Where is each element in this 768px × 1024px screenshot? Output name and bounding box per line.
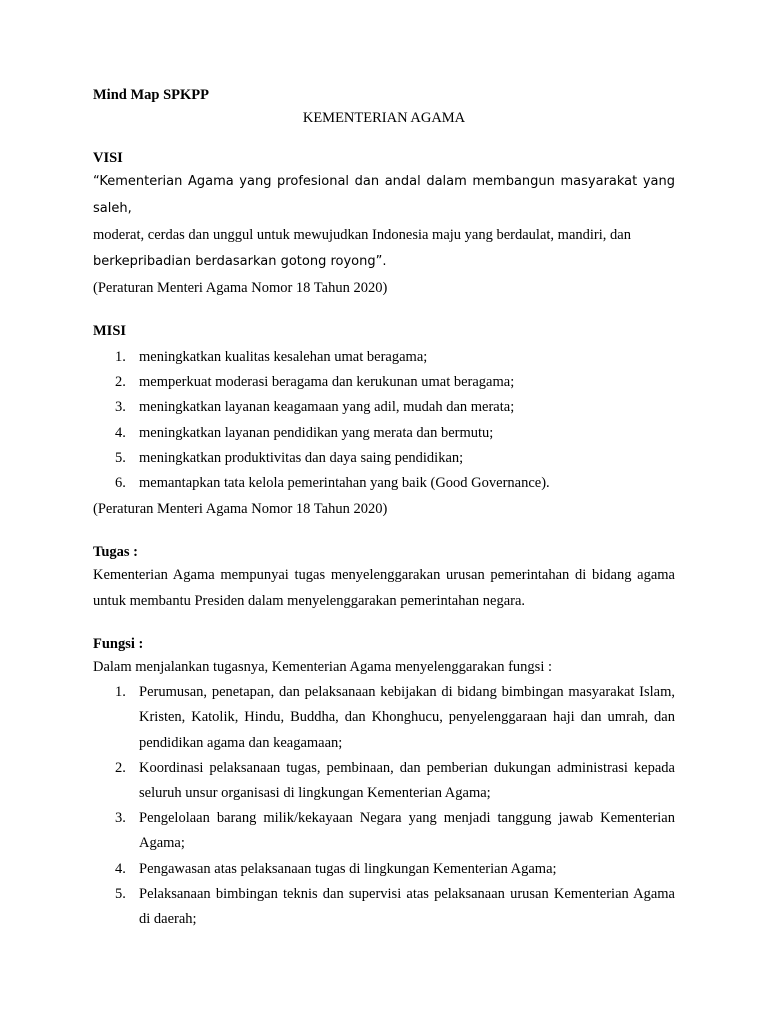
fungsi-heading: Fungsi :	[93, 636, 144, 653]
fungsi-intro: Dalam menjalankan tugasnya, Kementerian Agama menyelenggarakan fungsi :	[93, 659, 553, 676]
misi-heading: MISI	[93, 323, 127, 339]
list-item: 2. memperkuat moderasi beragama dan kerukunan umat beragama;	[115, 374, 515, 391]
tugas-text: Kementerian Agama mempunyai tugas menyelenggarakan urusan pemerintahan di bidang agama untuk membantu Presiden dalam menyelenggarakan pemerintahan negara.	[93, 567, 675, 610]
list-item: 1. meningkatkan kualitas kesalehan umat beragama;	[115, 349, 428, 365]
document-subtitle: KEMENTERIAN AGAMA	[302, 110, 466, 126]
list-item: 3. Pengelolaan barang milik/kekayaan Negara yang menjadi tanggung jawab Kementerian Agama;	[115, 810, 675, 852]
list-item: 5. meningkatkan produktivitas dan daya saing pendidikan;	[115, 449, 464, 466]
visi-quote	[93, 168, 675, 275]
visi-quote-line2: moderat, cerdas dan unggul untuk mewujudkan Indonesia maju yang berdaulat, mandiri, dan	[93, 227, 631, 243]
list-item: 6. memantapkan tata kelola pemerintahan yang baik (Good Governance).	[115, 475, 550, 492]
fungsi-list	[93, 680, 675, 932]
visi-reference: (Peraturan Menteri Agama Nomor 18 Tahun 2020)	[93, 280, 388, 296]
misi-reference: (Peraturan Menteri Agama Nomor 18 Tahun 2020)	[93, 501, 388, 518]
list-item: 4. Pengawasan atas pelaksanaan tugas di lingkungan Kementerian Agama;	[115, 860, 557, 877]
list-item: 5. Pelaksanaan bimbingan teknis dan supervisi atas pelaksanaan urusan Kementerian Agama di daerah;	[115, 885, 675, 928]
list-item: 4. meningkatkan layanan pendidikan yang merata dan bermutu;	[115, 424, 494, 441]
misi-list	[93, 345, 675, 496]
visi-quote-line1: “Kementerian Agama yang profesional dan andal dalam membangun masyarakat yang saleh,	[93, 174, 675, 216]
list-item: 2. Koordinasi pelaksanaan tugas, pembinaan, dan pemberian dukungan administrasi kepada seluruh unsur organisasi di lingkungan Kementerian Agama;	[115, 759, 675, 802]
document-title: Mind Map SPKPP	[93, 87, 210, 103]
tugas-heading: Tugas :	[93, 544, 139, 561]
list-item: 1. Perumusan, penetapan, dan pelaksanaan kebijakan di bidang bimbingan masyarakat Islam, Kristen, Katolik, Hindu, Buddha, dan Khonghucu, penyelenggaraan haji dan umrah, dan pendidikan agama dan keagamaan;	[115, 684, 675, 751]
visi-heading: VISI	[93, 150, 123, 166]
list-item: 3. meningkatkan layanan keagamaan yang adil, mudah dan merata;	[115, 399, 515, 416]
visi-quote-line3: berkepribadian berdasarkan gotong royong”.	[93, 254, 387, 269]
